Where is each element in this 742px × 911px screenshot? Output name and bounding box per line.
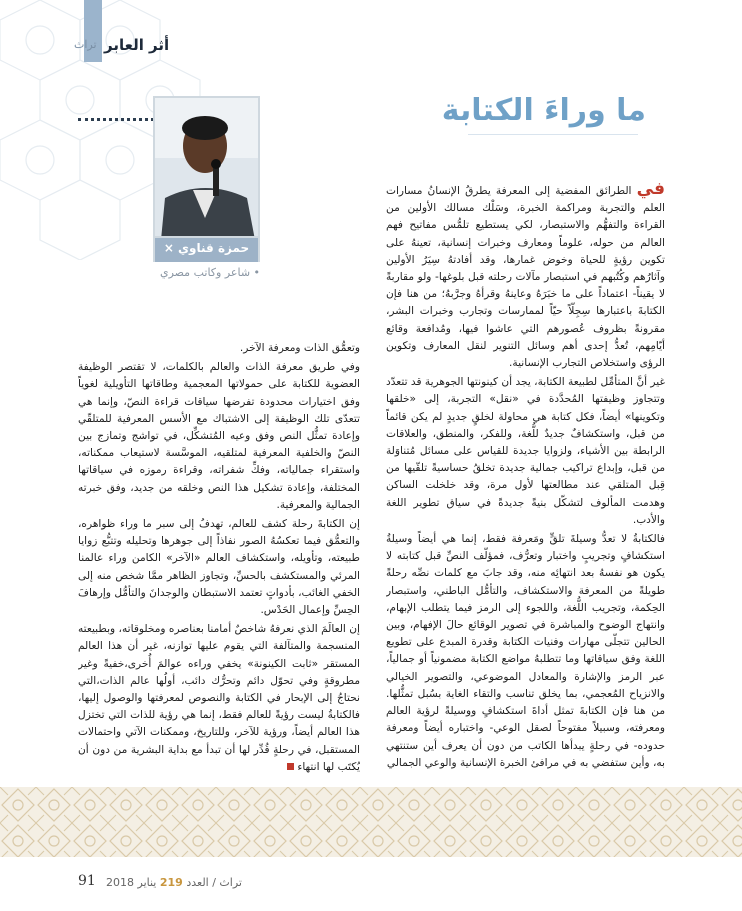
paragraph: إن العالَمَ الذي نعرفهُ شاخصٌ أمامنا بعناصره ومخلوقاته، وبطبيعته المنسجمة والمتآلفة التي يقوم عليها توازنه، غير أن هذا العالم المستقر «ثابت الكينونة» يخفي وراءه عوالمَ أُخرى،خفيةً وغير مطروقةٍ وفي تحوّل دائم وتحرُّك دائب، أولُها عالم الذات،التي نحتاجُ إلى الإبحار في الكتابة والنصوص لمعرفتها والوصول إليها، فالكتابةُ ليست رؤيةً للعالم فقط، إنما هي رؤية للذات التي تختزل هذا العالم أيضاً، ورؤية للآخر، وللتاريخ، وممكنات الآتي واحتمالات المستقبل، في رحلةٍ قُدِّر لها أن تبدأ مع بداية البشرية من دون أن يُكتَب لها انتهاء — [78, 623, 360, 773]
issue-number: 219 — [159, 876, 183, 889]
article-column-right — [386, 181, 665, 771]
paragraph: إن الكتابةَ رحلة كشف للعالم، تهدفُ إلى سبر ما وراء ظواهره، والتعمُّق فيما تعكسُهُ الصور نفاذاً إلى جوهرها وتحليله وتتبُّع زوايا طبيعته، وتأويله، واستكشاف العالم «الآخر» الكامن وراء عالمنا المرئي والمستكشف بالحسِّ، وتجاوز الظاهر ممَّا شخص منه إلى الخفي الغائب، بأدواتٍ تعتمد الاستبطان والوجدانَ والتأمُّل وإرهافَ الحِسِّ وإعمال الحَدْس. — [78, 518, 360, 617]
paragraph: وتعمُّق الذات ومعرفة الآخر. — [239, 342, 360, 354]
author-role: • شاعر وكاتب مصري — [159, 266, 261, 279]
issue-info: تراث / العدد 219 يناير 2018 — [106, 876, 242, 889]
section-tab-marker — [84, 0, 102, 62]
article-column-left — [78, 340, 360, 773]
author-name: حمزة قناوي × — [163, 241, 250, 255]
page-number: 91 — [78, 873, 96, 889]
issue-date: يناير 2018 — [106, 876, 157, 889]
paragraph: غير أنَّ المتأمِّل لطبيعة الكتابة، يجد أن كينونتها الجوهرية قد تتعدّد وتتجاوز وظيفتها المُحدَّدة في «نقل» التجربة، إلى «خلقها وتكوينها» أيضاً، فكل كتابة هي محاولة لخلقٍ جديدٍ لم يكن قائماً من قبل، واستكشافٌ جديدٌ للُّغة، وللفكر، والمنطق، والعلاقات الرابطة بين الأشياء، ولزوايا جديدة للقياس على مسائل مُتناوَلة من قبل، وإبداع تراكيب جمالية جديدة تخلقُ حساسيةً تلقّيها من قِبل المتلقي عند مطالعتها لأول مرة، وقد خلخلت الساكن وهدمت المألوف لتشكّل بنيةً جديدةً في سياق تطوير اللغة والأدب. — [386, 376, 665, 526]
title-dotted-line — [78, 118, 154, 121]
lead-word: في — [636, 181, 665, 199]
paragraph: وفي طريق معرفة الذات والعالم بالكلمات، لا تقتصر الوظيفة العضوية للكتابة على حمولاتها المعجمية وطاقاتها التأويلية لغوياً وفق اختيارات محدودة تفرضها سياقات قراءة النصّ، وإنما هي تتعدّى تلك الوظيفة إلى الاشتباك مع الأسس المعرفية للمتلقّي وإعادة تمثُّل النص وفق وعيه المُتشكِّل، في تواشج وتمازج بين النصّ والخلفية المعرفية لمتلقيه، الموسَّسة لاستيعاب ممكناته، واستقراء جمالياته، وفكِّ شفراته، وقراءة رموزه في سياقاتها المختلفة، وإعادة تشكيل هذا النص وخلقه من جديد، وفق خبرته الجمالية والمعرفية. — [78, 361, 360, 511]
section-title: أثر العابر — [104, 36, 170, 54]
end-of-article-mark — [287, 763, 294, 770]
paragraph: في الطرائق المفضية إلى المعرفة يطرقُ الإنسانُ مسارات العلم والتجربة ومراكمة الخبرة، وسَلْك مسالك الأولين من القراءة والتفهُّم والاستبصار، لكي يستطيع تلمُّس مفاتيح فهم العالم من حوله، علوماً ومعارف وخبرات إنسانية، تعينهُ على تكوين رؤيةٍ للحياة وخوض غمارها، وقد أفادتهُ سِيَرُ الأولين وآثارُهم وكُتُبهم في استبصار مآلات رحلته قبل بلوغها- ولو مقاربةً لا يقيناً- اعتماداً على ما خبَرَهُ وعاينهُ وقرأهُ وجرَّبهُ؛ من هنا فإن الكتابةَ باعتبارها سِجِلّاً حيّاً لممارسات وتجارب وخبرات البشر، مقرونةً بظروف عُصورهم التي عاشوا فيها، ومُدافعة وقائع أيّامِهم، تُعدُّ إحدى أهم وسائل التنوير لنقل المعارف وتكوين الرؤى واستخلاص التجارب الإنسانية. — [386, 181, 665, 370]
decorative-border-band — [0, 787, 742, 857]
magazine-tab-label: تراث — [74, 38, 97, 51]
article-title: ما وراءَ الكتابة — [441, 93, 646, 128]
paragraph: فالكتابةُ لا تعدُّ وسيلةَ تلقٍّ ومَعرفة فقط، إنما هي أيضاً وسيلةُ استكشافٍ وتجريبٍ واختبار وتعرُّف، فمؤلّف النصِّ قبل كتابته لا يكون هو نفسهُ بعد انتهائِه منه، وقد جابَ مع كلمات نصِّه رحلةً طويلةً من المعرفة والاستكشاف، والتأمُّل الباطني، واستبصار الحِكمة، وتجريب اللُّغة، واللجوء إلى الرمز فيما يتطلب الإبهام، وانتهاج الوضوح والمباشرة في تصوير الوقائع حالَ الإفهام، وبين الحالين تتجلّى مهارات وفنيات الكتابة وقدرة المبدع على تطويع اللغة وفق سياقاتها وما تتطلبهُ مواضع الكتابة مضمونياً أو جمالياً، عبر الرمز والإشارة والمعادل الموضوعي، والتصوير الخيالي والانزياح المُعجمي، بما يخلق تناسب والتقاء الغاية بسُبل تمثُّلها. من هنا فإن الكتابةَ تمثل أداةَ استكشافٍ ووسيلةً لرؤية العالم ومعرفته، وسبيلاً مفتوحاً لصقل الوعي- واختباره أيضاً ومعرفة حدوده- في رحلةٍ يبدأها الكاتب من دون أن يعرف أين ستنتهي به، وأين ستفضي به في مرافئ الخبرة الإنسانية والوعي الجمالي — [386, 533, 665, 769]
title-underline — [468, 134, 638, 135]
author-photo — [153, 96, 260, 238]
